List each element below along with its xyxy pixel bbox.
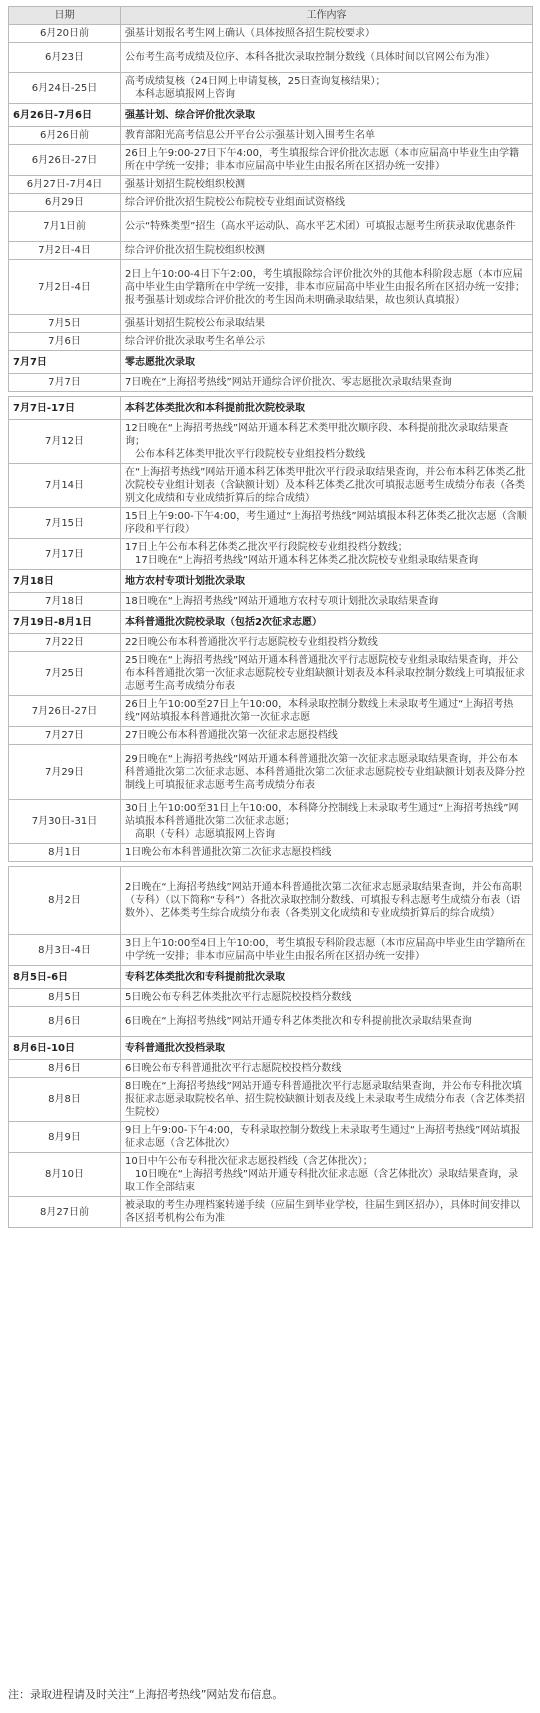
- date-cell: 6月24日-25日: [9, 73, 121, 104]
- section-row: [9, 351, 533, 374]
- table-row: [9, 464, 533, 508]
- date-cell: 7月1日前: [9, 212, 121, 242]
- section-date: 6月26日-7月6日: [9, 104, 121, 127]
- table-row: [9, 652, 533, 696]
- table-row: [9, 73, 533, 104]
- date-cell: 8月27日前: [9, 1197, 121, 1228]
- content-cell: 6日晚在“上海招考热线”网站开通专科艺体类批次和专科提前批次录取结果查询: [121, 1007, 533, 1037]
- table-row: [9, 1078, 533, 1122]
- content-cell: 教育部阳光高考信息公开平台公示强基计划入围考生名单: [121, 127, 533, 145]
- date-cell: 7月25日: [9, 652, 121, 696]
- table-row: [9, 374, 533, 392]
- table-row: [9, 260, 533, 315]
- table-row: [9, 420, 533, 464]
- table-row: [9, 1197, 533, 1228]
- table-row: [9, 25, 533, 43]
- content-cell: 30日上午10:00至31日上午10:00，本科降分控制线上未录取考生通过“上海招考热线”网站填报本科普通批次第二次征求志愿； 高职（专科）志愿填报网上咨询: [121, 800, 533, 844]
- table-row: [9, 935, 533, 966]
- header-date: 日期: [9, 7, 121, 25]
- date-cell: 7月30日-31日: [9, 800, 121, 844]
- section-row: [9, 397, 533, 420]
- date-cell: 8月5日: [9, 989, 121, 1007]
- table-row: [9, 745, 533, 800]
- content-cell: 8日晚在“上海招考热线”网站开通专科普通批次平行志愿录取结果查询，并公布专科批次填报征求志愿录取院校名单、招生院校缺额计划表及线上未录取考生成绩分布表（含艺体类招生院校）: [121, 1078, 533, 1122]
- content-cell: 17日上午公布本科艺体类乙批次平行段院校专业组投档分数线； 17日晚在“上海招考热线”网站开通本科艺体类乙批次院校专业组录取结果查询: [121, 539, 533, 570]
- date-cell: 7月26日-27日: [9, 696, 121, 727]
- content-cell: 29日晚在“上海招考热线”网站开通本科普通批次第一次征求志愿录取结果查询，并公布本科普通批次第二次征求志愿、本科普通批次第二次征求志愿院校专业组缺额计划表及降分控制线上可填报征求志愿考生高考成绩分布表: [121, 745, 533, 800]
- table-row: [9, 634, 533, 652]
- section-row: [9, 611, 533, 634]
- date-cell: 7月5日: [9, 315, 121, 333]
- table-row: [9, 1060, 533, 1078]
- date-cell: 6月26日前: [9, 127, 121, 145]
- date-cell: 6月27日-7月4日: [9, 176, 121, 194]
- date-cell: 8月9日: [9, 1122, 121, 1153]
- table-row: [9, 315, 533, 333]
- content-cell: 26日上午10:00至27日上午10:00，本科录取控制分数线上未录取考生通过“上海招考热线”网站填报本科普通批次第一次征求志愿: [121, 696, 533, 727]
- date-cell: 7月17日: [9, 539, 121, 570]
- table-row: [9, 989, 533, 1007]
- content-cell: 18日晚在“上海招考热线”网站开通地方农村专项计划批次录取结果查询: [121, 593, 533, 611]
- section-date: 8月5日-6日: [9, 966, 121, 989]
- header-content: 工作内容: [121, 7, 533, 25]
- content-cell: 9日上午9:00-下午4:00，专科录取控制分数线上未录取考生通过“上海招考热线”网站填报征求志愿（含艺体批次）: [121, 1122, 533, 1153]
- content-cell: 3日上午10:00至4日上午10:00，考生填报专科阶段志愿（本市应届高中毕业生由学籍所在中学统一安排；非本市应届高中毕业生由报名所在区招办统一安排）: [121, 935, 533, 966]
- date-cell: 6月23日: [9, 43, 121, 73]
- section-date: 7月7日-17日: [9, 397, 121, 420]
- date-cell: 8月1日: [9, 844, 121, 862]
- table-row: [9, 1153, 533, 1197]
- content-cell: 26日上午9:00-27日下午4:00，考生填报综合评价批次志愿（本市应届高中毕业生由学籍所在中学统一安排；非本市应届高中毕业生由报名所在区招办统一安排）: [121, 145, 533, 176]
- content-cell: 综合评价批次招生院校组织校测: [121, 242, 533, 260]
- content-cell: 2日上午10:00-4日下午2:00，考生填报除综合评价批次外的其他本科阶段志愿（本市应届高中毕业生由学籍所在中学统一安排，非本市应届高中毕业生由报名所在区招办统一安排；报考强基计划或综合评价批次的考生因尚未明确录取结果，故也须认真填报）: [121, 260, 533, 315]
- date-cell: 7月7日: [9, 374, 121, 392]
- table-row: [9, 508, 533, 539]
- content-cell: 2日晚在“上海招考热线”网站开通本科普通批次第二次征求志愿录取结果查询，并公布高职（专科）（以下简称“专科”）各批次录取控制分数线、可填报专科志愿考生成绩分布表（语数外）、艺体类考生综合成绩分布表（各类别文化成绩和专业成绩折算后的综合成绩）: [121, 867, 533, 935]
- date-cell: 8月2日: [9, 867, 121, 935]
- date-cell: 7月22日: [9, 634, 121, 652]
- date-cell: 6月26日-27日: [9, 145, 121, 176]
- section-row: [9, 966, 533, 989]
- date-cell: 7月15日: [9, 508, 121, 539]
- date-cell: 7月29日: [9, 745, 121, 800]
- date-cell: 7月18日: [9, 593, 121, 611]
- section-date: 7月7日: [9, 351, 121, 374]
- table-row: [9, 194, 533, 212]
- content-cell: 5日晚公布专科艺体类批次平行志愿院校投档分数线: [121, 989, 533, 1007]
- table-row: [9, 212, 533, 242]
- date-cell: 7月12日: [9, 420, 121, 464]
- section-date: 7月19日-8月1日: [9, 611, 121, 634]
- table-row: [9, 696, 533, 727]
- date-cell: 8月3日-4日: [9, 935, 121, 966]
- content-cell: 1日晚公布本科普通批次第二次征求志愿投档线: [121, 844, 533, 862]
- content-cell: 22日晚公布本科普通批次平行志愿院校专业组投档分数线: [121, 634, 533, 652]
- section-title: 本科普通批次院校录取（包括2次征求志愿）: [121, 611, 533, 634]
- content-cell: 25日晚在“上海招考热线”网站开通本科普通批次平行志愿院校专业组录取结果查询，并公布本科普通批次第一次征求志愿院校专业组缺额计划表及本科录取控制分数线上可填报征求志愿考生高考成绩分布表: [121, 652, 533, 696]
- schedule-table-container: [8, 6, 532, 1228]
- content-cell: 强基计划招生院校公布录取结果: [121, 315, 533, 333]
- content-cell: 强基计划招生院校组织校测: [121, 176, 533, 194]
- date-cell: 7月2日-4日: [9, 260, 121, 315]
- date-cell: 7月2日-4日: [9, 242, 121, 260]
- section-row: [9, 104, 533, 127]
- table-header-row: [9, 7, 533, 25]
- section-title: 强基计划、综合评价批次录取: [121, 104, 533, 127]
- date-cell: 7月6日: [9, 333, 121, 351]
- content-cell: 10日中午公布专科批次征求志愿投档线（含艺体批次）； 10日晚在“上海招考热线”网站开通专科批次征求志愿（含艺体批次）录取结果查询，录取工作全部结束: [121, 1153, 533, 1197]
- section-row: [9, 570, 533, 593]
- table-row: [9, 145, 533, 176]
- table-row: [9, 867, 533, 935]
- content-cell: 强基计划报名考生网上确认（具体按照各招生院校要求）: [121, 25, 533, 43]
- content-cell: 27日晚公布本科普通批次第一次征求志愿投档线: [121, 727, 533, 745]
- content-cell: 15日上午9:00-下午4:00，考生通过“上海招考热线”网站填报本科艺体类乙批次志愿（含顺序段和平行段）: [121, 508, 533, 539]
- content-cell: 6日晚公布专科普通批次平行志愿院校投档分数线: [121, 1060, 533, 1078]
- date-cell: 8月6日: [9, 1060, 121, 1078]
- date-cell: 6月29日: [9, 194, 121, 212]
- content-cell: 12日晚在“上海招考热线”网站开通本科艺术类甲批次顺序段、本科提前批次录取结果查询； 公布本科艺体类甲批次平行段院校专业组投档分数线: [121, 420, 533, 464]
- table-row: [9, 242, 533, 260]
- content-cell: 综合评价批次招生院校公布院校专业组面试资格线: [121, 194, 533, 212]
- table-row: [9, 1122, 533, 1153]
- table-row: [9, 333, 533, 351]
- content-cell: 公示“特殊类型”招生（高水平运动队、高水平艺术团）可填报志愿考生所获录取优惠条件: [121, 212, 533, 242]
- table-row: [9, 727, 533, 745]
- table-body: [9, 25, 533, 1228]
- date-cell: 8月6日: [9, 1007, 121, 1037]
- table-row: [9, 800, 533, 844]
- date-cell: 7月27日: [9, 727, 121, 745]
- date-cell: 8月10日: [9, 1153, 121, 1197]
- table-row: [9, 176, 533, 194]
- table-row: [9, 844, 533, 862]
- section-title: 地方农村专项计划批次录取: [121, 570, 533, 593]
- table-row: [9, 1007, 533, 1037]
- section-date: 8月6日-10日: [9, 1037, 121, 1060]
- section-title: 本科艺体类批次和本科提前批次院校录取: [121, 397, 533, 420]
- date-cell: 6月20日前: [9, 25, 121, 43]
- table-row: [9, 43, 533, 73]
- date-cell: 7月14日: [9, 464, 121, 508]
- section-date: 7月18日: [9, 570, 121, 593]
- section-title: 零志愿批次录取: [121, 351, 533, 374]
- section-title: 专科普通批次投档录取: [121, 1037, 533, 1060]
- section-row: [9, 1037, 533, 1060]
- table-row: [9, 127, 533, 145]
- table-row: [9, 539, 533, 570]
- footnote: 注：录取进程请及时关注“上海招考热线”网站发布信息。: [8, 1688, 284, 1701]
- content-cell: 高考成绩复核（24日网上申请复核，25日查询复核结果）； 本科志愿填报网上咨询: [121, 73, 533, 104]
- content-cell: 公布考生高考成绩及位序、本科各批次录取控制分数线（具体时间以官网公布为准）: [121, 43, 533, 73]
- content-cell: 在“上海招考热线”网站开通本科艺体类甲批次平行段录取结果查询，并公布本科艺体类乙批次院校专业组计划表（含缺额计划）及本科艺体类乙批次可填报志愿考生成绩分布表（各类别文化成绩和专业成绩折算后的综合成绩）: [121, 464, 533, 508]
- date-cell: 8月8日: [9, 1078, 121, 1122]
- content-cell: 被录取的考生办理档案转递手续（应届生到毕业学校，往届生到区招办），具体时间安排以各区招考机构公布为准: [121, 1197, 533, 1228]
- content-cell: 综合评价批次录取考生名单公示: [121, 333, 533, 351]
- section-title: 专科艺体类批次和专科提前批次录取: [121, 966, 533, 989]
- content-cell: 7日晚在“上海招考热线”网站开通综合评价批次、零志愿批次录取结果查询: [121, 374, 533, 392]
- admission-schedule-table: [8, 6, 533, 1228]
- table-row: [9, 593, 533, 611]
